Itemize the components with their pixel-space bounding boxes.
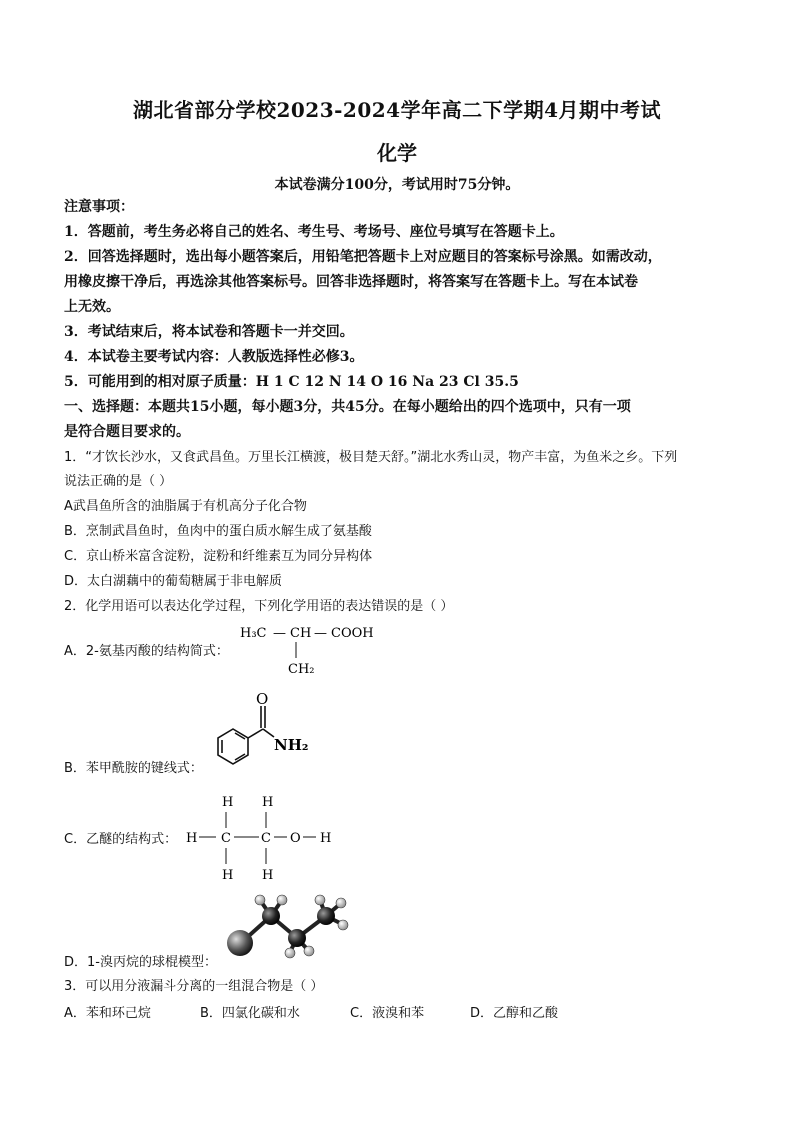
notice-item-2: 2．回答选择题时，选出每小题答案后，用铅笔把答题卡上对应题目的答案标号涂黑。如需改动， bbox=[64, 249, 662, 265]
bromopropane-model bbox=[224, 892, 374, 962]
q2-option-a-label: A．2-氨基丙酸的结构简式： bbox=[64, 644, 229, 659]
carbon-atom-2 bbox=[288, 929, 306, 947]
ring-carbonyl-bond bbox=[248, 729, 263, 738]
q2-option-c-label: C．乙醚的结构式： bbox=[64, 832, 178, 847]
notice-item-2-end: 上无效。 bbox=[64, 299, 120, 315]
q3-option-c: C．液溴和苯 bbox=[350, 1006, 425, 1021]
exam-title: 湖北省部分学校2023-2024学年高二下学期4月期中考试 bbox=[132, 98, 662, 122]
carbon-atom-1 bbox=[262, 907, 280, 925]
q1-option-c: C．京山桥米富含淀粉，淀粉和纤维素互为同分异构体 bbox=[64, 549, 373, 564]
benzamide-structure bbox=[210, 688, 320, 770]
carbon-2: C bbox=[261, 831, 271, 846]
h-bottom-1: H bbox=[222, 868, 234, 883]
q1-option-b: B．烹制武昌鱼时，鱼肉中的蛋白质水解生成了氨基酸 bbox=[64, 524, 372, 539]
q2-option-d-label: D．1-溴丙烷的球棍模型： bbox=[64, 955, 217, 970]
q2-option-b-label: B．苯甲酰胺的键线式： bbox=[64, 761, 203, 776]
oxygen: O bbox=[290, 831, 301, 846]
notice-item-4: 4．本试卷主要考试内容：人教版选择性必修3。 bbox=[64, 349, 364, 365]
q1-stem: 1．“才饮长沙水，又食武昌鱼。万里长江横渡，极目楚天舒。”湖北水秀山灵，物产丰富，为鱼米之乡。下列 bbox=[64, 450, 678, 465]
notice-item-5: 5．可能用到的相对原子质量：H 1 C 12 N 14 O 16 Na 23 Cl 35.5 bbox=[64, 374, 519, 390]
alanine-formula bbox=[238, 620, 398, 680]
formula-left: H₃C bbox=[240, 626, 267, 641]
notice-heading: 注意事项： bbox=[64, 199, 134, 215]
formula-center: CH bbox=[290, 626, 312, 641]
q3-option-d: D．乙醇和乙酸 bbox=[470, 1006, 559, 1021]
formula-dash-2: — bbox=[314, 626, 327, 641]
formula-bottom: CH₂ bbox=[288, 662, 315, 677]
section-heading: 一、选择题：本题共15小题，每小题3分，共45分。在每小题给出的四个选项中，只有一项 bbox=[64, 399, 631, 415]
formula-dash-1: — bbox=[273, 626, 286, 641]
notice-item-1: 1．答题前，考生务必将自己的姓名、考生号、考场号、座位号填写在答题卡上。 bbox=[64, 224, 564, 240]
hydrogen-atom bbox=[255, 895, 265, 905]
h-right: H bbox=[320, 831, 332, 846]
notice-item-3: 3．考试结束后，将本试卷和答题卡一并交回。 bbox=[64, 324, 354, 340]
q1-option-a: A武昌鱼所含的油脂属于有机高分子化合物 bbox=[64, 499, 307, 514]
hydrogen-atom bbox=[315, 895, 325, 905]
exam-meta: 本试卷满分100分，考试用时75分钟。 bbox=[274, 177, 520, 193]
hydrogen-atom bbox=[336, 898, 346, 908]
q3-option-a: A．苯和环己烷 bbox=[64, 1006, 151, 1021]
carbon-atom-3 bbox=[317, 907, 335, 925]
oxygen-atom: O bbox=[256, 690, 269, 708]
amine-group: NH₂ bbox=[274, 736, 309, 754]
hydrogen-atom bbox=[277, 895, 287, 905]
section-heading-cont: 是符合题目要求的。 bbox=[64, 424, 190, 440]
notice-item-2-cont: 用橡皮擦干净后，再选涂其他答案标号。回答非选择题时，将答案写在答题卡上。写在本试卷 bbox=[64, 274, 638, 290]
h-top-1: H bbox=[222, 795, 234, 810]
exam-subject: 化学 bbox=[377, 141, 417, 165]
formula-right: COOH bbox=[331, 626, 374, 641]
hydrogen-atom bbox=[338, 920, 348, 930]
amide-bond bbox=[263, 729, 274, 737]
h-top-2: H bbox=[262, 795, 274, 810]
q1-option-d: D．太白湖藕中的葡萄糖属于非电解质 bbox=[64, 574, 283, 589]
carbon-1: C bbox=[221, 831, 231, 846]
q1-stem-cont: 说法正确的是（ ） bbox=[64, 474, 173, 489]
q2-stem: 2．化学用语可以表达化学过程，下列化学用语的表达错误的是（ ） bbox=[64, 599, 454, 614]
h-bottom-2: H bbox=[262, 868, 274, 883]
q3-option-b: B．四氯化碳和水 bbox=[200, 1006, 300, 1021]
q3-stem: 3．可以用分液漏斗分离的一组混合物是（ ） bbox=[64, 979, 324, 994]
h-left: H bbox=[186, 831, 198, 846]
